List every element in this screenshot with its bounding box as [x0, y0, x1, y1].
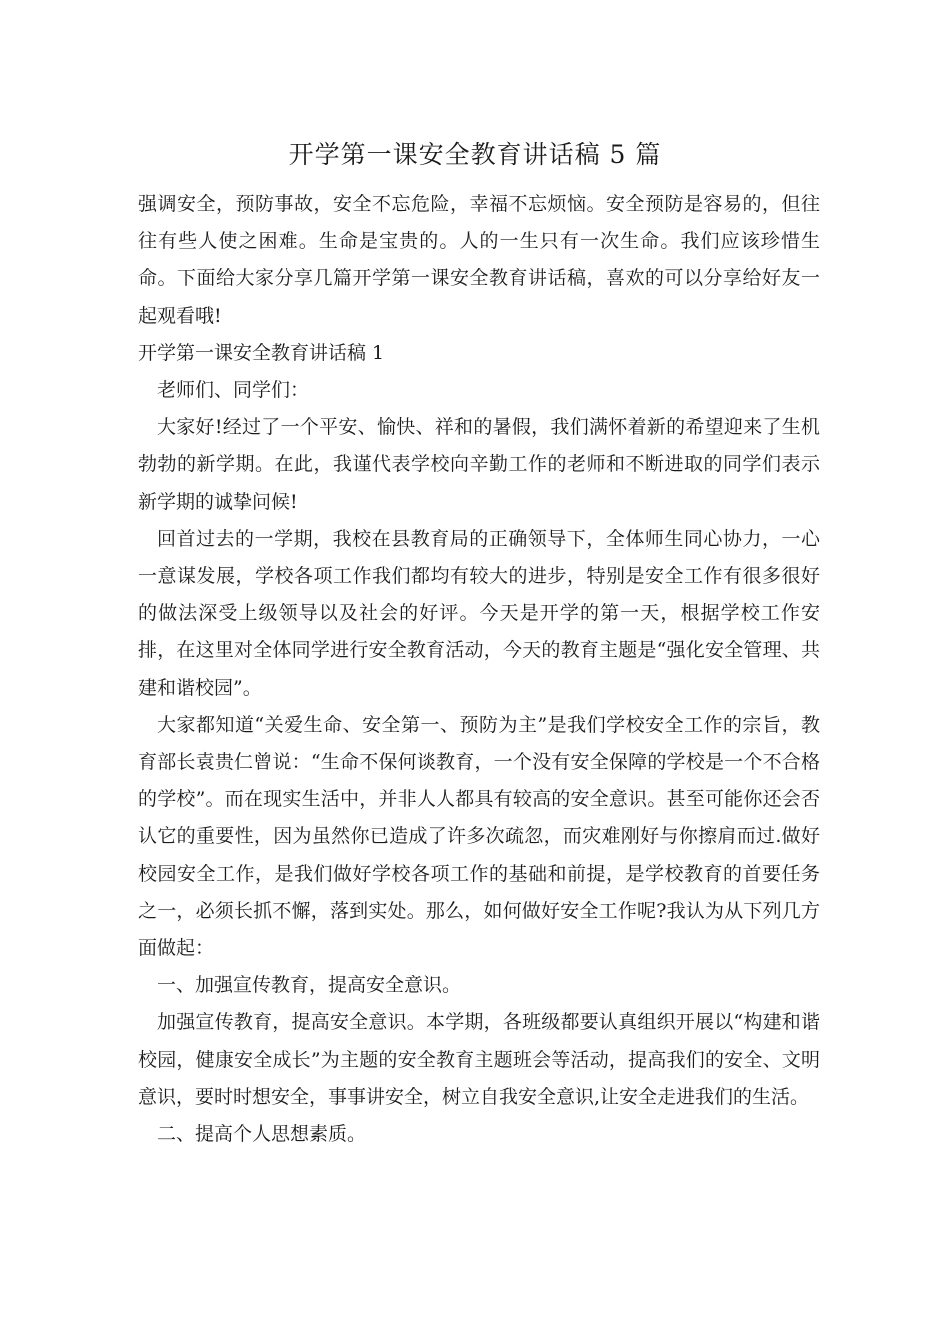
body-paragraph: 回首过去的一学期，我校在县教育局的正确领导下，全体师生同心协力，一心一意谋发展，学校各项工作我们都均有较大的进步，特别是安全工作有很多很好的做法深受上级领导以及社会的好评。今天是开学的第一天，根据学校工作安排，在这里对全体同学进行安全教育活动，今天的教育主题是“强化安全管理、共建和谐校园”。: [138, 527, 820, 699]
subheading: 二、提高个人思想素质。: [157, 1123, 367, 1146]
section-heading: 开学第一课安全教育讲话稿 1: [138, 341, 385, 364]
intro-paragraph: 强调安全，预防事故，安全不忘危险，幸福不忘烦恼。安全预防是容易的，但往往有些人使之困难。生命是宝贵的。人的一生只有一次生命。我们应该珍惜生命。下面给大家分享几篇开学第一课安全教育讲话稿，喜欢的可以分享给好友一起观看哦!: [138, 193, 820, 327]
document-body: [138, 186, 820, 1153]
document-title: 开学第一课安全教育讲话稿 5 篇: [288, 140, 662, 169]
salutation: 老师们、同学们：: [157, 379, 310, 402]
subheading: 一、加强宣传教育，提高安全意识。: [157, 974, 462, 997]
body-paragraph: 大家都知道“关爱生命、安全第一、预防为主”是我们学校安全工作的宗旨，教育部长袁贵仁曾说：“生命不保何谈教育，一个没有安全保障的学校是一个不合格的学校”。而在现实生活中，并非人人都具有较高的安全意识。甚至可能你还会否认它的重要性，因为虽然你已造成了许多次疏忽，而灾难刚好与你擦肩而过.做好校园安全工作，是我们做好学校各项工作的基础和前提，是学校教育的首要任务之一，必须长抓不懈，落到实处。那么，如何做好安全工作呢?我认为从下列几方面做起：: [138, 713, 820, 960]
body-paragraph: 加强宣传教育，提高安全意识。本学期，各班级都要认真组织开展以“构建和谐校园，健康安全成长”为主题的安全教育主题班会等活动，提高我们的安全、文明意识，要时时想安全，事事讲安全，树立自我安全意识,让安全走进我们的生活。: [138, 1011, 820, 1108]
body-paragraph: 大家好!经过了一个平安、愉快、祥和的暑假，我们满怀着新的希望迎来了生机勃勃的新学期。在此，我谨代表学校向辛勤工作的老师和不断进取的同学们表示新学期的诚挚问候!: [138, 416, 820, 513]
